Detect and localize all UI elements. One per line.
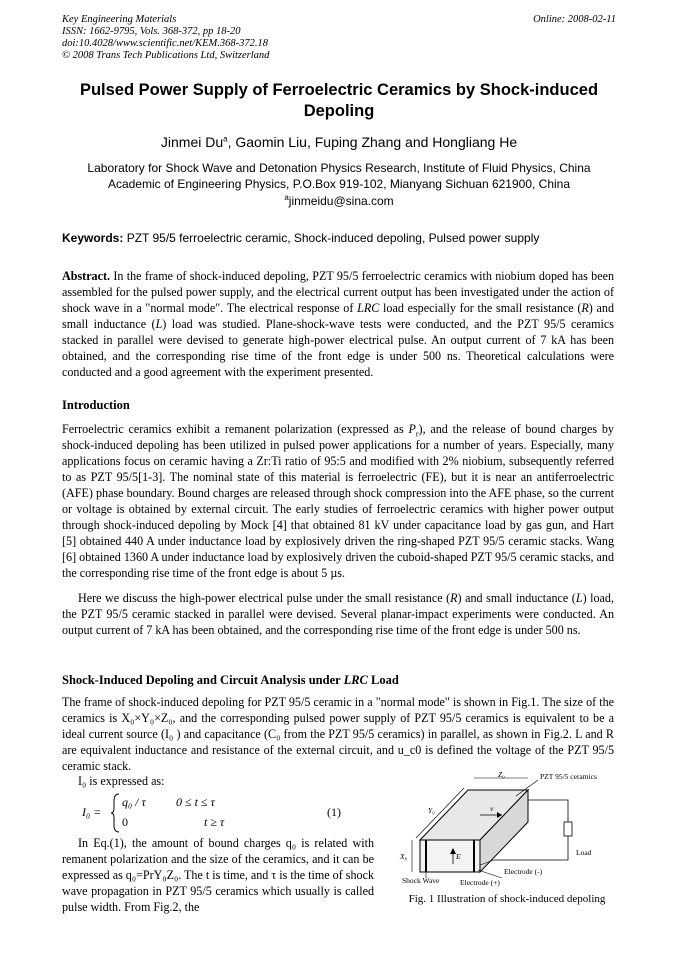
keywords-label: Keywords: bbox=[62, 231, 124, 245]
section2-paragraph-1: The frame of shock-induced depoling for PZT 95/5 ceramic in a "normal mode" is shown in Fig.1. The size of the ceramics is X₀×Y₀×Z₀, and the corresponding pulsed power supply of PZT 95/5 ceramics is equivalent to be a ideal current source (I₀ ) and capacitance (C₀ from the PZT 95/5 ceramics) in parallel, as shown in Fig.2. L and R are equivalent inductance and resistance of the external circuit, and u_c0 is defined the voltage of the PZT 95/5 ceramic stack. bbox=[62, 695, 614, 773]
eq-case1-value: q₀ / τ bbox=[122, 795, 146, 809]
affiliation-line-2: Academic of Engineering Physics, P.O.Box 919-102, Mianyang Sichuan 621900, China bbox=[107, 177, 571, 191]
eq-number: (1) bbox=[327, 805, 341, 819]
abstract-label: Abstract. bbox=[62, 269, 111, 283]
intro-text: ) load, the PZT 95/5 ceramic stacked in parallel were devised. Several planar-impact experiments were conducted. An output current of 7 kA has been obtained, and the corresponding rise time of the front edge is under 500 ns. bbox=[62, 591, 614, 637]
eq-lhs: I₀ = bbox=[82, 805, 102, 819]
copyright: © 2008 Trans Tech Publications Ltd, Switzerland bbox=[62, 50, 270, 61]
section2-paragraph-2: In Eq.(1), the amount of bound charges q₀ is related with remanent polarization and the size of the ceramics, and it can be expressed as q₀=PrY₀Z₀. The t is time, and τ is the time of shock wave propagation in PZT 95/5 ceramics which usually is called pulse width. From Fig.2, the bbox=[62, 836, 374, 914]
label-pzt: PZT 95/5 ceramics bbox=[540, 772, 597, 781]
section-heading-introduction: Introduction bbox=[62, 398, 130, 412]
intro-text: Ferroelectric ceramics exhibit a remanent polarization (expressed as bbox=[62, 422, 409, 436]
label-load: Load bbox=[576, 848, 592, 857]
i0-line: I₀ is expressed as: bbox=[78, 774, 165, 788]
brace-icon bbox=[110, 793, 120, 833]
intro-paragraph-2 bbox=[62, 590, 614, 638]
heading-text: Shock-Induced Depoling and Circuit Analysis under bbox=[62, 673, 344, 687]
paper-title: Pulsed Power Supply of Ferroelectric Ceramics by Shock-induced Depoling bbox=[79, 81, 599, 120]
abstract-r: R bbox=[581, 301, 589, 315]
author-rest: , Gaomin Liu, Fuping Zhang and Hongliang He bbox=[227, 134, 518, 150]
author-first: Jinmei Du bbox=[160, 134, 224, 150]
affiliation bbox=[62, 160, 616, 192]
figure-1 bbox=[398, 770, 616, 894]
affiliation-line-1: Laboratory for Shock Wave and Detonation Physics Research, Institute of Fluid Physics, China bbox=[87, 161, 591, 175]
eq-case2-value: 0 bbox=[122, 815, 128, 829]
label-electrode-pos: Electrode (+) bbox=[460, 878, 500, 887]
eq-case1-condition: 0 ≤ t ≤ τ bbox=[176, 795, 215, 809]
journal-name: Key Engineering Materials bbox=[62, 14, 177, 25]
l-symbol: L bbox=[575, 591, 583, 605]
heading-lrc: LRC bbox=[343, 673, 368, 687]
r-symbol: R bbox=[450, 591, 458, 605]
abstract-l: L bbox=[155, 317, 163, 331]
email-sup: a bbox=[284, 193, 289, 202]
abstract-text: In the frame of shock-induced depoling, PZT 95/5 ferroelectric ceramics with niobium doped has been assembled for the pulsed power supply, and the electrical current output has been investigated under the action of shock wave in a "normal mode". The electrical response of bbox=[62, 269, 614, 315]
label-shock-wave: Shock Wave bbox=[402, 876, 440, 885]
section-heading-shock-depoling bbox=[62, 673, 399, 688]
label-electrode-neg: Electrode (-) bbox=[504, 867, 543, 876]
email bbox=[62, 194, 616, 208]
abstract-text: ) and small inductance ( bbox=[62, 301, 615, 331]
pr-subscript: r bbox=[415, 429, 419, 439]
author-sup: a bbox=[223, 134, 228, 144]
label-e: E bbox=[456, 852, 461, 861]
issn: ISSN: 1662-9795, Vols. 368-372, pp 18-20 bbox=[62, 26, 241, 37]
journal-info bbox=[62, 14, 269, 62]
email-address: jinmeidu@sina.com bbox=[288, 194, 394, 208]
intro-paragraph-1 bbox=[62, 421, 614, 581]
label-x0: X₀ bbox=[400, 852, 408, 861]
pr-symbol: P bbox=[408, 422, 416, 436]
label-y0: Y₀ bbox=[428, 806, 435, 815]
abstract-text: ) load was studied. Plane-shock-wave tests were conducted, and the PZT 95/5 ceramics stacked in parallel were devised to generate high-power electrical pulse. An output current of 7 kA has been obtained, and the corresponding rise time of the front edge is under 500 ns. Theoretical calculations were conducted and a good agreement with the experiment presented. bbox=[62, 317, 614, 379]
heading-text: Load bbox=[367, 673, 399, 687]
keywords-text: PZT 95/5 ferroelectric ceramic, Shock-induced depoling, Pulsed power supply bbox=[126, 231, 540, 245]
figure-1-caption: Fig. 1 Illustration of shock-induced depoling bbox=[408, 893, 606, 905]
intro-text: ) and small inductance ( bbox=[457, 591, 576, 605]
intro-text: ), and the release of bound charges by shock-induced depoling has been utilized in pulsed power applications for a number of years. Especially, many applications focus on ceramic having a Zr:Ti ratio of 95:5 and modified with 2% niobium, subsequently referred to as PZT 95/5[1-3]. The nominal state of this material is ferroelectric (FE), but it is near an antiferroelectric (AFE) phase boundary. Bound charges are released through shock compression into the AFE phase, so the current or voltage is obtained by external circuit. The early studies of ferroelectric ceramics with higher power output through shock-induced depoling by Mock [4] that obtained 81 kV under capacitance load by gas gun, and Hart [5] obtained 440 A under inductance load by explosively driven the ring-shaped PZT 95/5 ceramic stacks. Wang [6] obtained 1360 A under inductance load by explosively driven the cuboid-shaped PZT 95/5 ceramic stacks, and the corresponding rise time of the front edge is about 5 µs. bbox=[62, 422, 614, 580]
abstract bbox=[62, 268, 614, 380]
abstract-lrc: LRC bbox=[357, 301, 380, 315]
online-date: Online: 2008-02-11 bbox=[533, 14, 616, 25]
doi: doi:10.4028/www.scientific.net/KEM.368-372.18 bbox=[62, 38, 268, 49]
intro-text: Here we discuss the high-power electrical pulse under the small resistance ( bbox=[78, 591, 451, 605]
label-v: v bbox=[490, 804, 494, 813]
author-list bbox=[62, 133, 616, 151]
keywords bbox=[62, 231, 616, 245]
equation-1 bbox=[80, 793, 350, 833]
eq-case2-condition: t ≥ τ bbox=[204, 815, 225, 829]
label-z0: Z₀ bbox=[498, 770, 505, 779]
abstract-text: load especially for the small resistance ( bbox=[379, 301, 582, 315]
